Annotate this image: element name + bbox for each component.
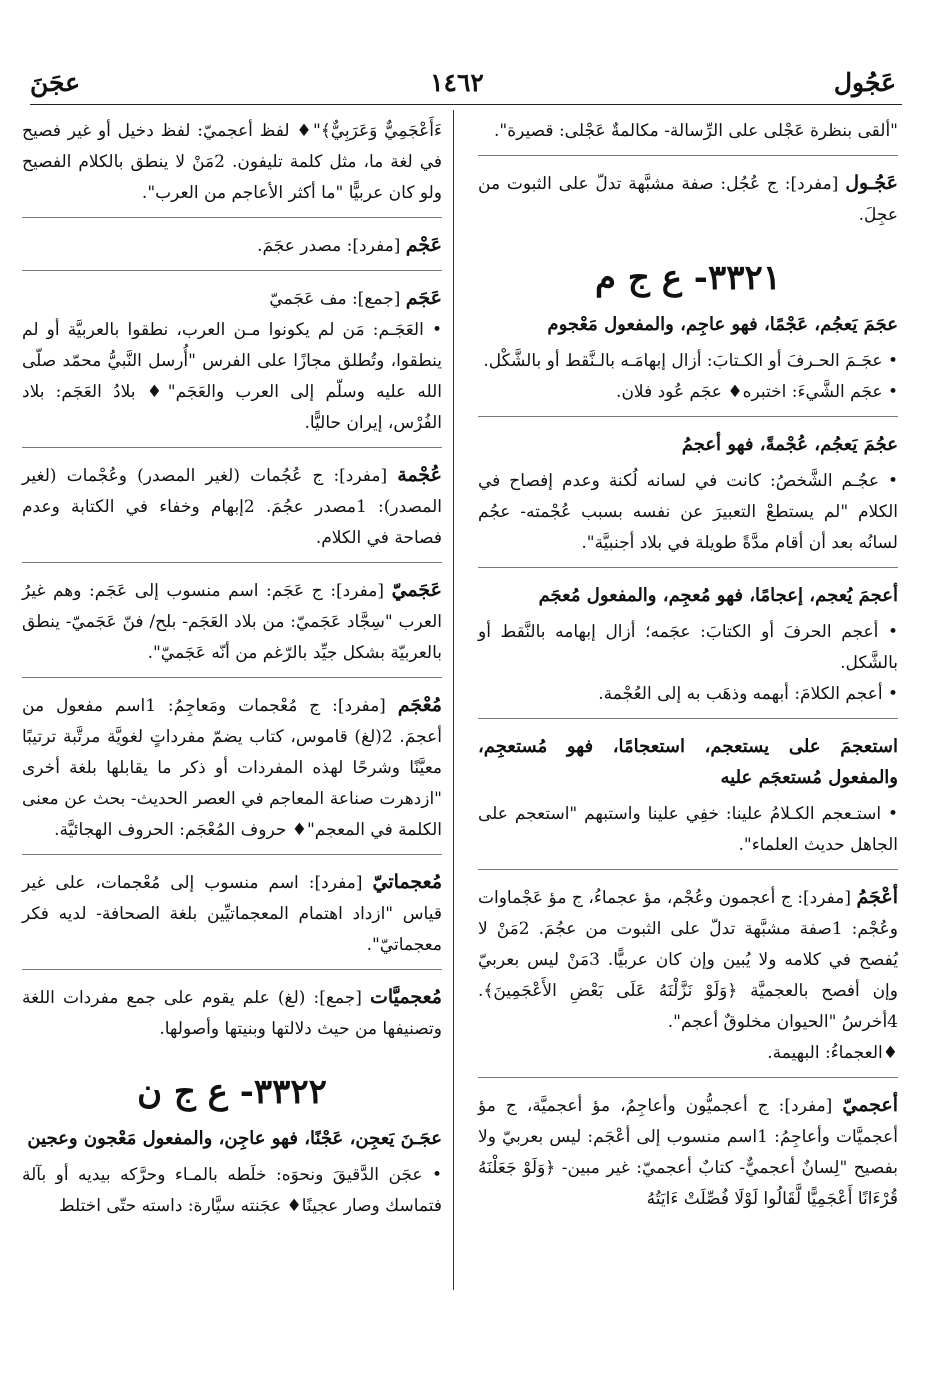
entry-text: [جمع]: مف عَجَميّ [269, 289, 401, 309]
right-column [478, 116, 898, 1235]
entry-ajami [22, 575, 442, 678]
headword: عَجُـول [845, 172, 899, 194]
page-number: ١٤٦٢ [430, 67, 484, 97]
entry-text: [مفرد]: ج أعجمون وعُجْم، مؤ عجماءُ، ج مؤ عَجْماوات وعُجْم: 1صفة مشبَّهة تدلّ على الثبوت من عجُمَ. 2مَنْ لا يُفصح في كلامه ولا يُبين وإن كان عربيًّا. 3مَنْ ليس بعربيّ وإن أفصح بالعجميَّة ﴿وَلَوْ نَزَّلْنَهُ عَلَى بَعْضِ الأَعْجَمِينَ﴾. 4أخرسُ "الحيوان مخلوقٌ أعجم". [478, 888, 899, 1032]
entry-text: [مفرد]: اسم منسوب إلى مُعْجمات، على غير قياس "ازداد اهتمام المعجماتيِّين بلغة الصحافة- لديه فكر معجماتيّ". [22, 873, 442, 955]
verb-conjugation: أعجمَ يُعجم، إعجامًا، فهو مُعجِم، والمفعول مُعجَم [538, 585, 898, 606]
entry-ujma [22, 460, 442, 563]
headword: عَجَم [405, 287, 442, 309]
headword: مُعْجَم [397, 694, 442, 716]
entry-a3jam [478, 882, 898, 1078]
sense: • عجَم الشَّيءَ: اختبره♦ عجَم عُود فلان. [478, 377, 898, 417]
sense: • عجُـم الشَّخصُ: كانت في لسانه لُكنة وعدم إفصاح في الكلام "لم يستطعْ التعبيرَ عن نفسه بسبب عُجْمته- عجُم لسانُه بعد أن أقام مدَّةً طويلة في بلاد أجنبيَّة". [478, 466, 898, 568]
root-title: ٣٣٢١- ع ج م [595, 258, 781, 298]
header-right-word: عَجُول [833, 67, 896, 97]
headword: عَجْم [405, 234, 442, 256]
entry-mujam [22, 690, 442, 855]
sense: • عجَن الدَّقيقَ ونحوَه: خلَطه بالمـاء وحرَّكه بيديه أو بآلة فتماسك وصار عجينًا♦ عجَنته سيَّارة: داسته حتّى اختلط [22, 1165, 442, 1216]
entry-text: [مفرد]: مصدر عجَمَ. [257, 236, 401, 256]
entry-text: [مفرد]: ج عُجُل: صفة مشبَّهة تدلّ على الثبوت من عجِلَ. [478, 174, 898, 225]
page-header [30, 62, 896, 102]
entry-text: ءَأَعْجَمِيٌّ وَعَرَبِيٌّ﴾"♦ لفظ أعجميّ: لفظ دخيل أو غير فصيح في لغة ما، مثل كلمة تليفون. 2مَنْ لا ينطق بالكلام الفصيح ولو كان عربيًّا "ما أكثر الأعاجم من العرب". [22, 121, 442, 203]
headword: عُجْمة [397, 464, 443, 486]
header-rule [30, 104, 902, 105]
root-title: ٣٣٢٢- ع ج ن [137, 1072, 327, 1112]
entry-continuation [478, 116, 898, 156]
entry-note: ♦العجماءُ: البهيمة. [767, 1043, 898, 1063]
entry-text: "ألقى بنظرة عَجْلى على الرِّسالة- مكالمةٌ عَجْلى: قصيرة". [494, 121, 898, 141]
sense: • أعجم الحرفَ أو الكتابَ: عجَمه؛ أزال إبهامه بالنَّقط أو بالشَّكل. [478, 622, 898, 673]
sense: • استـعجم الكـلامُ علينا: خفِي علينا واستبهم "استعجم على الجاهل حديث العلماء". [478, 799, 898, 870]
entry-a3jami [478, 1090, 898, 1223]
header-left-word: عجَنَ [30, 67, 81, 97]
entry-ajam [22, 283, 442, 448]
headword: أعْجَمُ [856, 886, 898, 908]
sense: • العَجَـم: مَن لم يكونوا مـن العرب، نطقوا بالعربيَّة أو لم ينطقوا، وتُطلق مجازًا على الفرس "أُرسل النَّبيُّ محمّد صلّى الله عليه وسلّم إلى العرب والعَجَم"♦ بلادُ العَجَم: بلاد الفُرْس، إيران حاليًّا. [22, 320, 442, 433]
entry-ajool [478, 168, 898, 239]
entry-mujamiyyat [22, 982, 442, 1053]
column-divider [453, 110, 454, 1290]
entry-ajm [22, 230, 442, 271]
entry-text: [مفرد]: ج أعجميُّون وأعاجِمُ، مؤ أعجميَّة، ج مؤ أعجميَّات وأعاجِمُ: 1اسم منسوب إلى أعْجَم: ليس بعربيّ ولا بفصيح "لِسانٌ أعجميٌّ- كتابٌ أعجميّ: غير مبين- ﴿وَلَوْ جَعَلْنَهُ قُرْءَانًا أَعْجَمِيًّا لَّقَالُوا لَوْلَا فُصِّلَتْ ءَايَتُهُ [478, 1096, 898, 1209]
headword: مُعجماتيّ [372, 871, 443, 893]
verb-conjugation: عجُمَ يَعجُم، عُجْمةً، فهو أعجمُ [681, 434, 898, 455]
entry-text: [مفرد]: ج عَجَم: اسم منسوب إلى عَجَم: وهم غيرُ العرب "سِجَّاد عَجَميّ: من بلاد العَجَم- بلح/ فنّ عَجَميّ- ينطق بالعربيّة بشكل جيِّد بالرّغم من أنّه عَجَميّ". [22, 581, 442, 663]
verb-conjugation: استعجمَ على يستعجم، استعجامًا، فهو مُستعجِم، والمفعول مُستعجَم عليه [478, 736, 898, 788]
entry-text: [مفرد]: ج عُجُمات (لغير المصدر) وعُجْمات (لغير المصدر): 1مصدر عجُمَ. 2إبهام وخفاء في الكتابة وعدم فصاحة في الكلام. [22, 466, 442, 548]
entry-mujamati [22, 867, 442, 970]
headword: أعجميّ [842, 1094, 899, 1116]
sense: • أعجم الكلامَ: أبهمه وذهَب به إلى العُجْمة. [478, 679, 898, 719]
verb-conjugation: عجَـنَ يَعجِن، عَجْنًا، فهو عاجِن، والمفعول مَعْجون وعجين [27, 1128, 442, 1149]
left-column [22, 116, 442, 1222]
entry-text: [مفرد]: ج مُعْجمات ومَعاجِمُ: 1اسم مفعول من أعجمَ. 2(لغ) قاموس، كتاب يضمّ مفرداتٍ لغويَّة مرتَّبة ترتيبًا معيَّنًا وشرحًا لهذه المفردات أو ذكر ما يقابلها بلغة أخرى "ازدهرت صناعة المعاجم في العصر الحديث- بحث عن معنى الكلمة في المعجم"♦ حروف المُعْجَم: الحروف الهجائيَّة. [22, 696, 442, 840]
headword: عَجَميّ [391, 579, 442, 601]
headword: مُعجميَّات [369, 986, 442, 1008]
entry-text: [جمع]: (لغ) علم يقوم على جمع مفردات اللغة وتصنيفها من حيث دلالتها وبنيتها وأصولها. [22, 988, 442, 1039]
entry-continuation [22, 116, 442, 218]
verb-conjugation: عجَمَ يَعجُم، عَجْمًا، فهو عاجِم، والمفعول مَعْجوم [547, 314, 898, 335]
sense: • عجَـمَ الحـرفَ أو الكـتابَ: أزال إبهامَـه بالـنَّقط أو بالشَّكْل. [483, 351, 898, 371]
